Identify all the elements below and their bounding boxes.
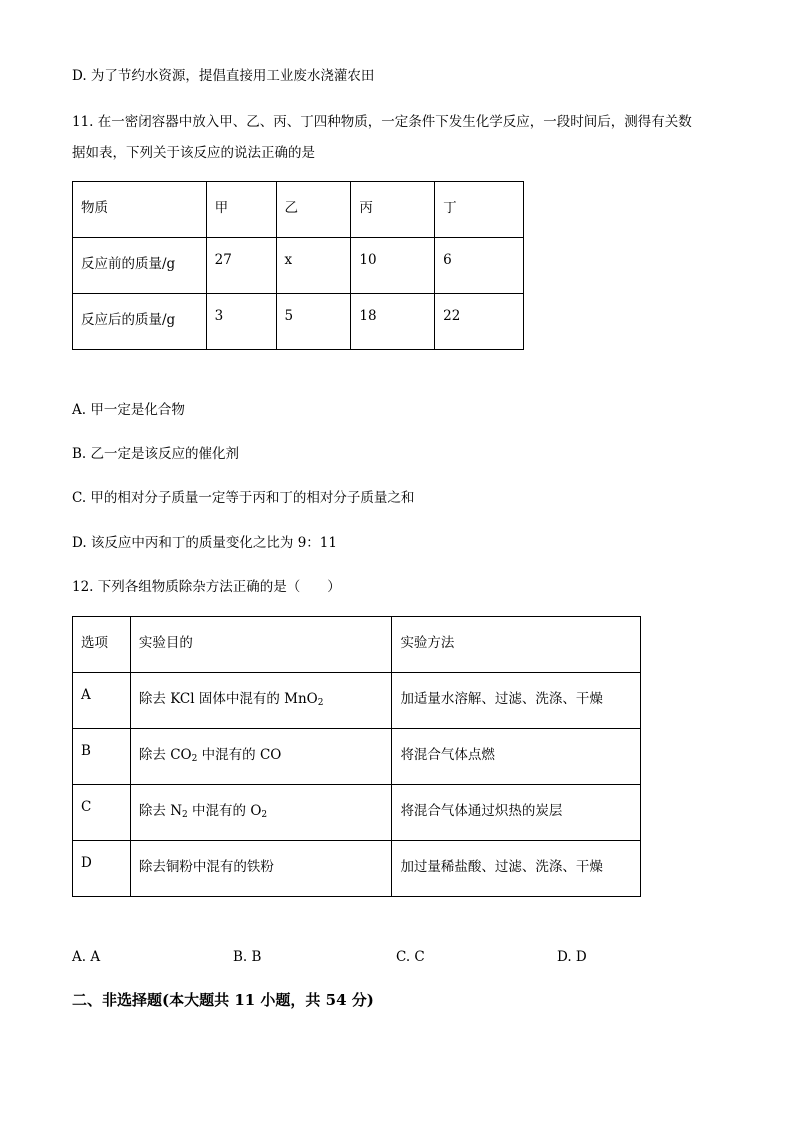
table-cell: 除去 $N_2$ 中混有的 $O_2$ [130,785,392,841]
table-cell: 除去 KCl 固体中混有的 MnO$_2$ [130,673,392,729]
table-header-cell: 甲 [206,182,276,238]
table-row [73,729,641,785]
table-row [73,617,641,673]
table-cell: 5 [276,294,351,350]
table-cell: 将混合气体点燃 [392,729,641,785]
table-row [73,785,641,841]
table-cell: 10 [351,238,435,294]
table-cell: A [73,673,131,729]
table-cell: 6 [435,238,524,294]
q12-choice-b: B. B [233,949,262,965]
table-cell: 18 [351,294,435,350]
table-header-cell: 丙 [351,182,435,238]
table-cell: 除去铜粉中混有的铁粉 [130,841,392,897]
table-cell: x [276,238,351,294]
q12-choice-c: C. C [396,949,425,965]
table-cell: 将混合气体通过炽热的炭层 [392,785,641,841]
table-cell: 反应前的质量/g [73,238,207,294]
table-cell: 除去 $CO_2$ 中混有的 CO [130,729,392,785]
q11-stem-line2: 据如表，下列关于该反应的说法正确的是 [72,145,315,161]
q11-option-a: A. 甲一定是化合物 [72,402,185,418]
q12-choice-a: A. A [72,949,101,965]
q11-option-c: C. 甲的相对分子质量一定等于丙和丁的相对分子质量之和 [72,490,415,506]
q12-method-table [72,616,641,897]
table-header-cell: 实验方法 [392,617,641,673]
table-cell: 22 [435,294,524,350]
q12-choice-d: D. D [557,949,587,965]
table-header-cell: 实验目的 [130,617,392,673]
q12-stem: 12. 下列各组物质除杂方法正确的是（ ） [72,579,341,595]
q11-option-d: D. 该反应中丙和丁的质量变化之比为 9：11 [72,535,337,551]
table-cell: 加适量水溶解、过滤、洗涤、干燥 [392,673,641,729]
table-row [73,294,524,350]
table-row [73,673,641,729]
table-cell: 加过量稀盐酸、过滤、洗涤、干燥 [392,841,641,897]
table-header-cell: 物质 [73,182,207,238]
section-heading: 二、非选择题(本大题共 11 小题，共 54 分) [72,991,374,1009]
table-header-cell: 乙 [276,182,351,238]
q11-data-table [72,181,524,350]
table-header-cell: 丁 [435,182,524,238]
q10-option-d: D. 为了节约水资源，提倡直接用工业废水浇灌农田 [72,68,375,84]
table-row [73,182,524,238]
table-cell: D [73,841,131,897]
table-cell: 27 [206,238,276,294]
table-cell: 反应后的质量/g [73,294,207,350]
q11-stem-line1: 11. 在一密闭容器中放入甲、乙、丙、丁四种物质，一定条件下发生化学反应，一段时间后，测得有关数 [72,114,692,130]
table-cell: 3 [206,294,276,350]
table-cell: C [73,785,131,841]
q11-option-b: B. 乙一定是该反应的催化剂 [72,446,240,462]
table-row [73,841,641,897]
table-cell: B [73,729,131,785]
table-header-cell: 选项 [73,617,131,673]
table-row [73,238,524,294]
